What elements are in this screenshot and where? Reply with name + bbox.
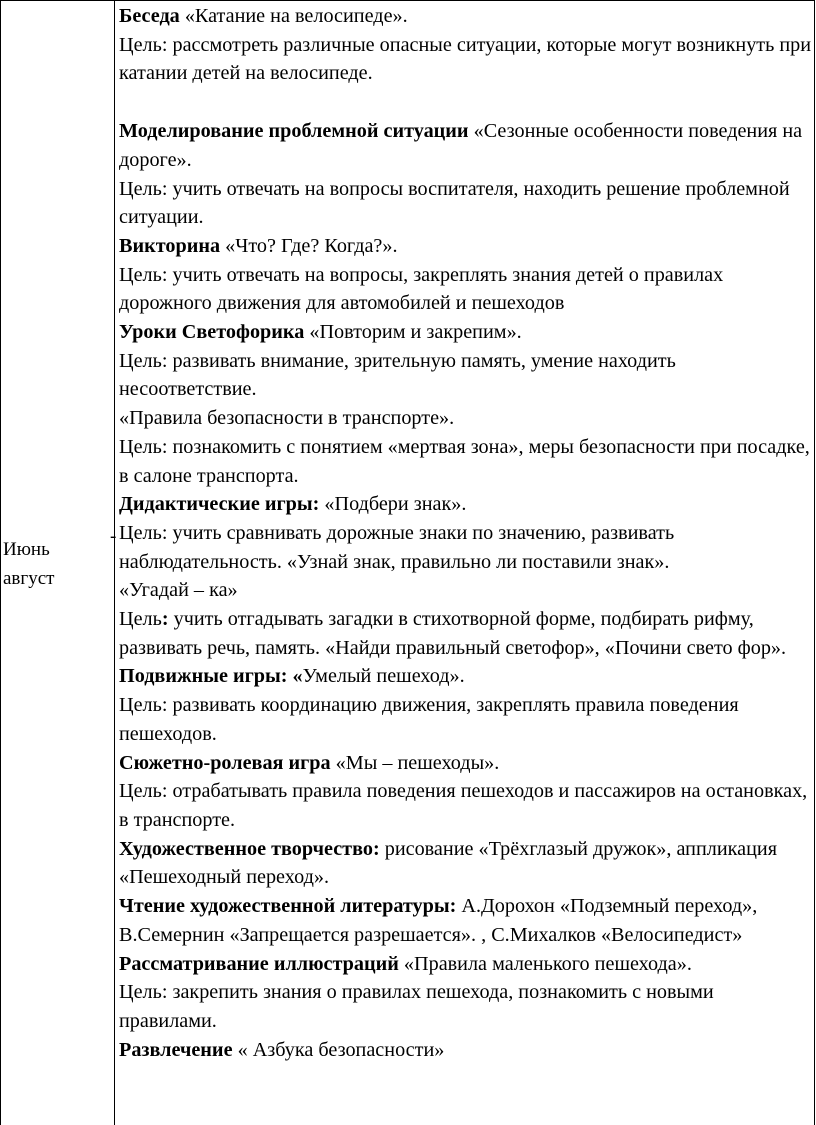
activity-title: Моделирование проблемной ситуации: [119, 120, 469, 143]
activities-cell: [119, 2, 813, 1064]
activity-title: Чтение художественной литературы:: [119, 895, 457, 918]
activity-goal: [119, 605, 813, 662]
table-column-divider: [114, 0, 115, 1125]
activity-art: [119, 835, 813, 892]
activity-illustrations: [119, 950, 813, 979]
activity-reading: [119, 892, 813, 949]
paragraph-gap: [119, 88, 813, 117]
activity-title: Уроки Светофорика: [119, 321, 305, 344]
activity-goal: Цель: закрепить знания о правилах пешехода, познакомить с новыми правилами.: [119, 981, 714, 1032]
activity-subtopic: «Угадай – ка»: [119, 579, 238, 602]
activity-text: «Правила маленького пешехода».: [398, 952, 692, 975]
activity-quiz: [119, 232, 813, 261]
activity-goal: Цель: учить отвечать на вопросы, закреплять знания детей о правилах дорожного движения для автомобилей и пешеходов: [119, 263, 724, 315]
activity-text: рисование «Трёхглазый дружок», аппликация «Пешеходный переход».: [119, 837, 777, 889]
activity-text: «Катание на велосипеде».: [179, 5, 408, 27]
activity-text: Умелый пешеход».: [302, 665, 465, 688]
goal-label: Цель: [119, 608, 162, 631]
activity-text: «Подбери знак».: [319, 493, 467, 516]
table-border-right: [814, 0, 815, 1125]
activity-text: «Мы – пешеходы».: [330, 751, 500, 774]
activity-conversation: [119, 2, 813, 31]
activity-outdoor-games: [119, 662, 813, 691]
activity-title: Викторина: [119, 234, 221, 257]
activity-subtopic: «Правила безопасности в транспорте».: [119, 407, 455, 430]
activity-title: Подвижные игры: «: [119, 665, 303, 688]
activity-problem-modeling: [119, 117, 813, 174]
activity-goal: Цель: учить отвечать на вопросы воспитателя, находить решение проблемной ситуации.: [119, 177, 790, 229]
activity-title: Художественное творчество:: [119, 837, 380, 860]
activity-text: «Повторим и закрепим».: [304, 321, 522, 344]
activity-text: А.Дорохон «Подземный переход», В.Семернин «Запрещается разрешается». , С.Михалков «Велосипедист»: [119, 895, 758, 946]
activity-title: Беседа: [119, 5, 180, 27]
activity-title: Развлечение: [119, 1038, 233, 1061]
activity-text: « Азбука безопасности»: [232, 1038, 445, 1061]
goal-text: учить отгадывать загадки в стихотворной форме, подбирать рифму, развивать речь, память. «Найди правильный светофор», «Почини свето фор».: [119, 608, 787, 659]
month-start: Июнь: [3, 539, 50, 560]
activity-goal: Цель: рассмотреть различные опасные ситуации, которые могут возникнуть при катании детей на велосипеде.: [119, 33, 812, 85]
activity-goal: Цель: развивать координацию движения, закреплять правила поведения пешеходов.: [119, 694, 739, 745]
table-border-top: [0, 0, 815, 1]
activity-entertainment: [119, 1036, 813, 1065]
activity-goal: Цель: познакомить с понятием «мертвая зона», меры безопасности при посадке, в салоне транспорта.: [119, 435, 810, 487]
activity-goal: Цель: учить сравнивать дорожные знаки по значению, развивать наблюдательность. «Узнай знак, правильно ли поставили знак».: [119, 521, 675, 573]
goal-colon: :: [161, 608, 169, 631]
month-dash: -: [110, 526, 117, 547]
activity-title: Сюжетно-ролевая игра: [119, 751, 331, 774]
activity-text: «Сезонные особенности поведения на дороге».: [119, 120, 803, 171]
activity-didactic-games: [119, 490, 813, 519]
month-cell: [3, 535, 54, 593]
activity-goal: Цель: развивать внимание, зрительную память, умение находить несоответствие.: [119, 349, 676, 401]
activity-lessons: [119, 318, 813, 347]
activity-text: «Что? Где? Когда?».: [220, 234, 398, 257]
table-border-left: [0, 0, 1, 1125]
activity-role-play: [119, 749, 813, 778]
activity-title: Рассматривание иллюстраций: [119, 952, 399, 975]
activity-title: Дидактические игры:: [119, 493, 320, 516]
month-end: август: [3, 568, 55, 589]
activity-goal: Цель: отрабатывать правила поведения пешеходов и пассажиров на остановках, в транспорте.: [119, 780, 808, 831]
